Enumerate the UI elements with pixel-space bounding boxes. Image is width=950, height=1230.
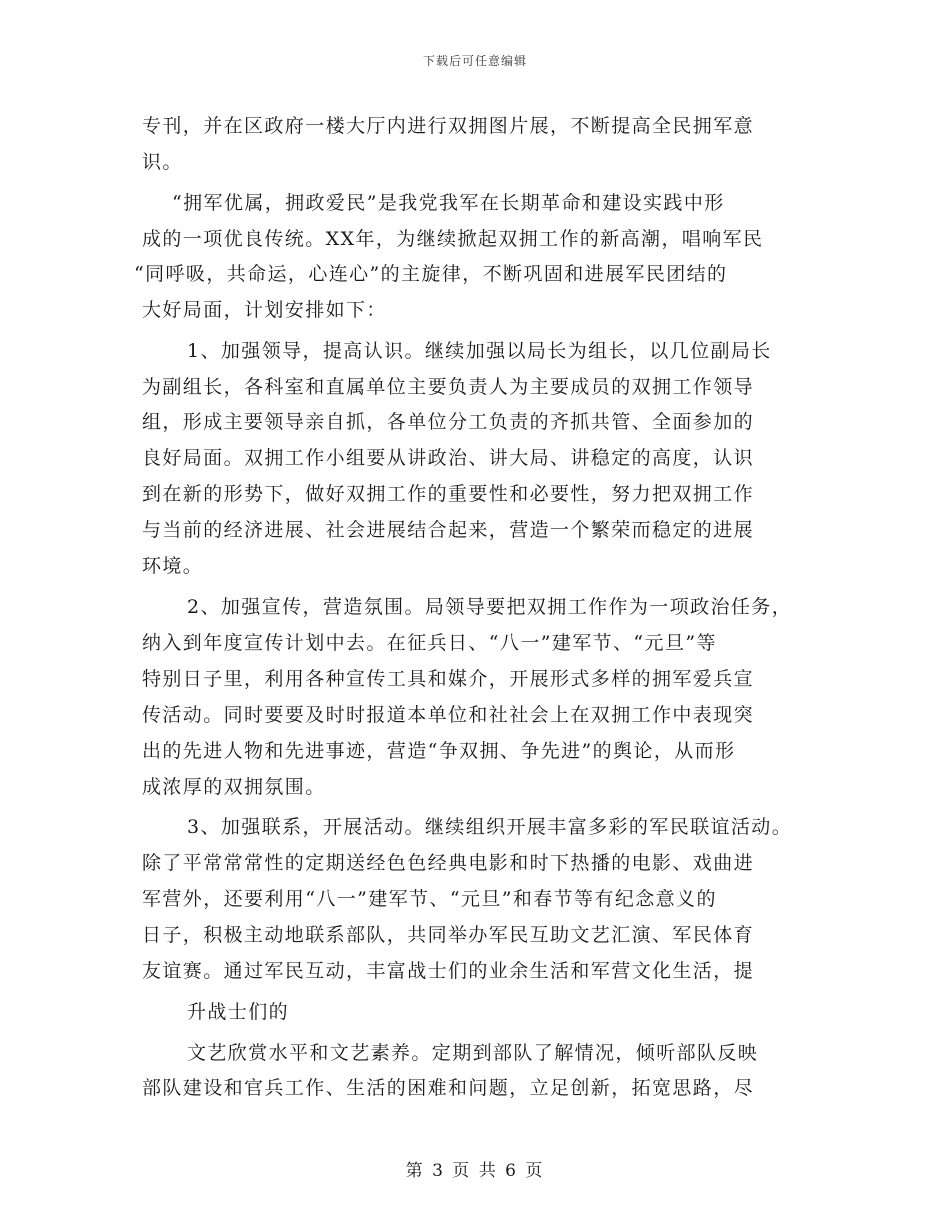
text-line: 出的先进人物和先进事迹，营造“争双拥、争先进”的舆论，从而形 [142, 740, 736, 762]
text-line: 专刊，并在区政府一楼大厅内进行双拥图片展，不断提高全民拥军意 [142, 115, 755, 137]
text-line: “同呼吸，共命运，心连心”的主旋律，不断巩固和进展军民团结的 [134, 263, 728, 285]
text-line: 与当前的经济进展、社会进展结合起来，营造一个繁荣而稳定的进展 [142, 519, 755, 541]
page-number: 第 3 页 共 6 页 [405, 1161, 545, 1181]
text-line: 环境。 [142, 555, 204, 577]
text-line: 纳入到年度宣传计划中去。在征兵日、“八一”建军节、“元旦”等 [142, 632, 717, 654]
text-line: 组，形成主要领导亲自抓，各单位分工负责的齐抓共管、全面参加的 [142, 411, 755, 433]
text-line: “拥军优属，拥政爱民”是我党我军在长期革命和建设实践中形 [172, 192, 725, 214]
text-line: 2、加强宣传，营造氛围。局领导要把双拥工作作为一项政治任务， [187, 596, 793, 618]
text-line: 成浓厚的双拥氛围。 [142, 776, 326, 798]
text-line: 友谊赛。通过军民互动，丰富战士们的业余生活和军营文化生活，提 [142, 960, 755, 982]
text-line: 成的一项优良传统。XX年，为继续掀起双拥工作的新高潮，唱响军民 [142, 228, 764, 250]
text-line: 部队建设和官兵工作、生活的困难和问题，立足创新，拓宽思路，尽 [142, 1077, 755, 1099]
text-line: 3、加强联系，开展活动。继续组织开展丰富多彩的军民联谊活动。 [187, 816, 793, 838]
text-line: 良好局面。双拥工作小组要从讲政治、讲大局、讲稳定的高度，认识 [142, 447, 755, 469]
text-line: 日子，积极主动地联系部队，共同举办军民互助文艺汇演、军民体育 [142, 924, 755, 946]
text-line: 特别日子里，利用各种宣传工具和媒介，开展形式多样的拥军爱兵宣 [142, 668, 755, 690]
text-line: 军营外，还要利用“八一”建军节、“元旦”和春节等有纪念意义的 [142, 888, 717, 910]
text-line: 1、加强领导，提高认识。继续加强以局长为组长，以几位副局长 [187, 340, 772, 362]
text-line: 到在新的形势下，做好双拥工作的重要性和必要性，努力把双拥工作 [142, 483, 755, 505]
text-line: 传活动。同时要要及时时报道本单位和社社会上在双拥工作中表现突 [142, 704, 755, 726]
text-line: 文艺欣赏水平和文艺素养。定期到部队了解情况，倾听部队反映 [187, 1042, 759, 1064]
text-line: 为副组长，各科室和直属单位主要负责人为主要成员的双拥工作领导 [142, 376, 755, 398]
text-line: 识。 [142, 151, 183, 173]
text-line: 大好局面，计划安排如下： [142, 299, 387, 321]
text-line: 升战士们的 [187, 1001, 290, 1023]
page-header: 下载后可任意编辑 [422, 54, 527, 68]
text-line: 除了平常常常性的定期送经色色经典电影和时下热播的电影、戏曲进 [142, 852, 755, 874]
